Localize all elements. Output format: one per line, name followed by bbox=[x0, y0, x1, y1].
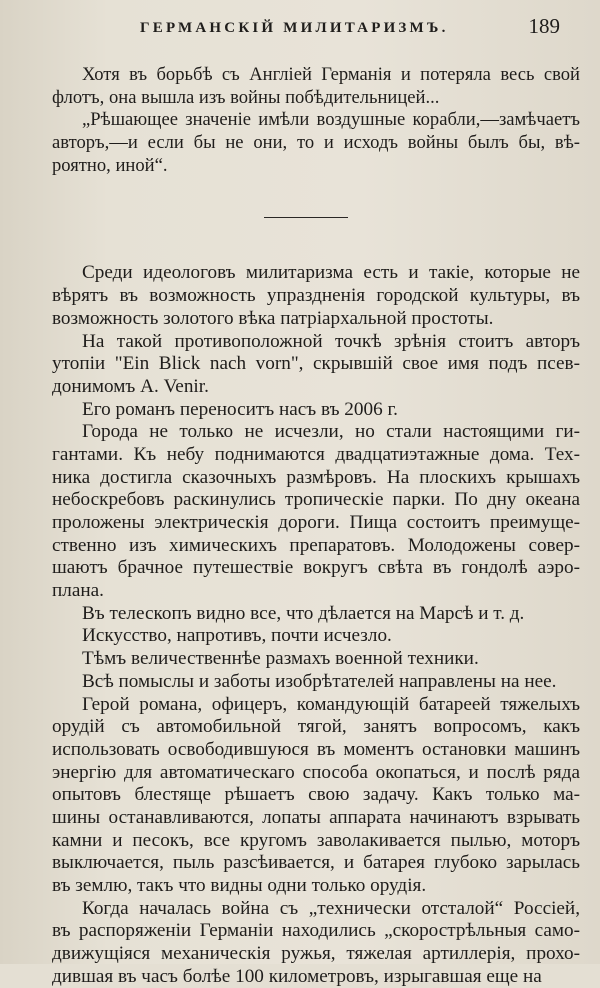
text-line: энергію для автоматическаго способа окопаться, и послѣ ряда bbox=[52, 761, 580, 783]
paragraph bbox=[52, 262, 580, 330]
text-line: Среди идеологовъ милитаризма есть и такіе, которые не bbox=[82, 262, 580, 284]
text-line: Всѣ помыслы и заботы изобрѣтателей направлены на нее. bbox=[82, 670, 557, 692]
text-line: въ землю, такъ что видны одни только орудія. bbox=[52, 875, 427, 896]
paragraph bbox=[52, 331, 580, 399]
paragraph bbox=[52, 671, 580, 694]
text-line: движущіяся механическія ружья, тяжелая артиллерія, прохо- bbox=[52, 943, 580, 965]
text-line: ственно изъ химическихъ препаратовъ. Молодожены совер- bbox=[52, 534, 580, 556]
text-line: Хотя въ борьбѣ съ Англіей Германія и потеряла весь свой bbox=[82, 64, 580, 85]
text-line: вѣрятъ въ возможность упраздненія городской культуры, въ bbox=[52, 285, 580, 307]
section-divider bbox=[264, 217, 348, 218]
body-text bbox=[52, 262, 580, 988]
text-line: роятно, иной“. bbox=[52, 154, 168, 176]
paragraph bbox=[52, 421, 580, 603]
text-line: ника достигла сказочныхъ размѣровъ. На плоскихъ крышахъ bbox=[52, 466, 580, 488]
text-line: Въ телескопъ видно все, что дѣлается на Марсѣ и т. д. bbox=[82, 602, 525, 624]
text-line: Тѣмъ величественнѣе размахъ военной техники. bbox=[82, 648, 479, 670]
text-line: камни и песокъ, все кругомъ заволакивается пылью, моторъ bbox=[52, 829, 580, 851]
text-line: Его романъ переноситъ насъ въ 2006 г. bbox=[82, 398, 398, 420]
text-line: Когда началась война съ „технически отсталой“ Россіей, bbox=[82, 897, 580, 919]
text-line: опытовъ блестяще рѣшаетъ свою задачу. Какъ только ма- bbox=[52, 784, 580, 806]
paragraph bbox=[52, 64, 580, 109]
page-header bbox=[140, 14, 560, 42]
paragraph bbox=[52, 625, 580, 648]
page-number: 189 bbox=[528, 14, 560, 38]
text-line: шины останавливаются, лопаты аппарата начинаютъ взрывать bbox=[52, 806, 580, 828]
text-line: „Рѣшающее значеніе имѣли воздушные корабли,—замѣчаетъ bbox=[82, 109, 580, 131]
paragraph bbox=[52, 603, 580, 626]
paragraph bbox=[52, 694, 580, 898]
paragraph bbox=[52, 648, 580, 671]
quote-block bbox=[52, 64, 580, 177]
page-content bbox=[52, 64, 580, 988]
text-line: авторъ,—и если бы не они, то и исходъ войны былъ бы, вѣ- bbox=[52, 132, 580, 154]
text-line: использовать освободившуюся въ моментъ остановки машинъ bbox=[52, 738, 580, 760]
text-line: проложены электрическія дороги. Пища состоитъ преимуще- bbox=[52, 512, 580, 533]
text-line: флотъ, она вышла изъ войны побѣдительницей... bbox=[52, 86, 440, 108]
text-line: утопіи "Ein Blick nach vorn", скрывшій свое имя подъ псев- bbox=[52, 353, 580, 375]
text-line: На такой противоположной точкѣ зрѣнія стоитъ авторъ bbox=[82, 330, 580, 352]
text-line: возможность золотого вѣка патріархальной простоты. bbox=[52, 307, 494, 329]
paragraph bbox=[52, 109, 580, 177]
text-line: орудій съ автомобильной тягой, занятъ вопросомъ, какъ bbox=[52, 716, 580, 738]
paragraph bbox=[52, 399, 580, 422]
text-line: Города не только не исчезли, но стали настоящими ги- bbox=[82, 421, 580, 443]
text-line: въ распоряженіи Германіи находились „скорострѣльныя само- bbox=[52, 920, 580, 942]
text-line: плана. bbox=[52, 580, 104, 602]
running-title: ГЕРМАНСКІЙ МИЛИТАРИЗМЪ. bbox=[140, 20, 449, 36]
text-line: небоскребовъ раскинулись тропическіе парки. По дну океана bbox=[52, 489, 580, 511]
paragraph bbox=[52, 898, 580, 988]
text-line: Герой романа, офицеръ, командующій батареей тяжелыхъ bbox=[82, 693, 580, 715]
text-line: дившая въ часъ болѣе 100 километровъ, изрыгавшая еще на bbox=[52, 965, 542, 987]
text-line: гантами. Къ небу поднимаются двадцатиэтажные дома. Тех- bbox=[52, 443, 580, 465]
text-line: донимомъ А. Venir. bbox=[52, 375, 209, 397]
text-line: выключается, пыль разсѣивается, и батарея глубоко зарылась bbox=[52, 852, 580, 874]
text-line: шаютъ брачное путешествіе вокругъ свѣта въ гондолѣ аэро- bbox=[52, 557, 580, 579]
text-line: Искусство, напротивъ, почти исчезло. bbox=[82, 625, 392, 647]
